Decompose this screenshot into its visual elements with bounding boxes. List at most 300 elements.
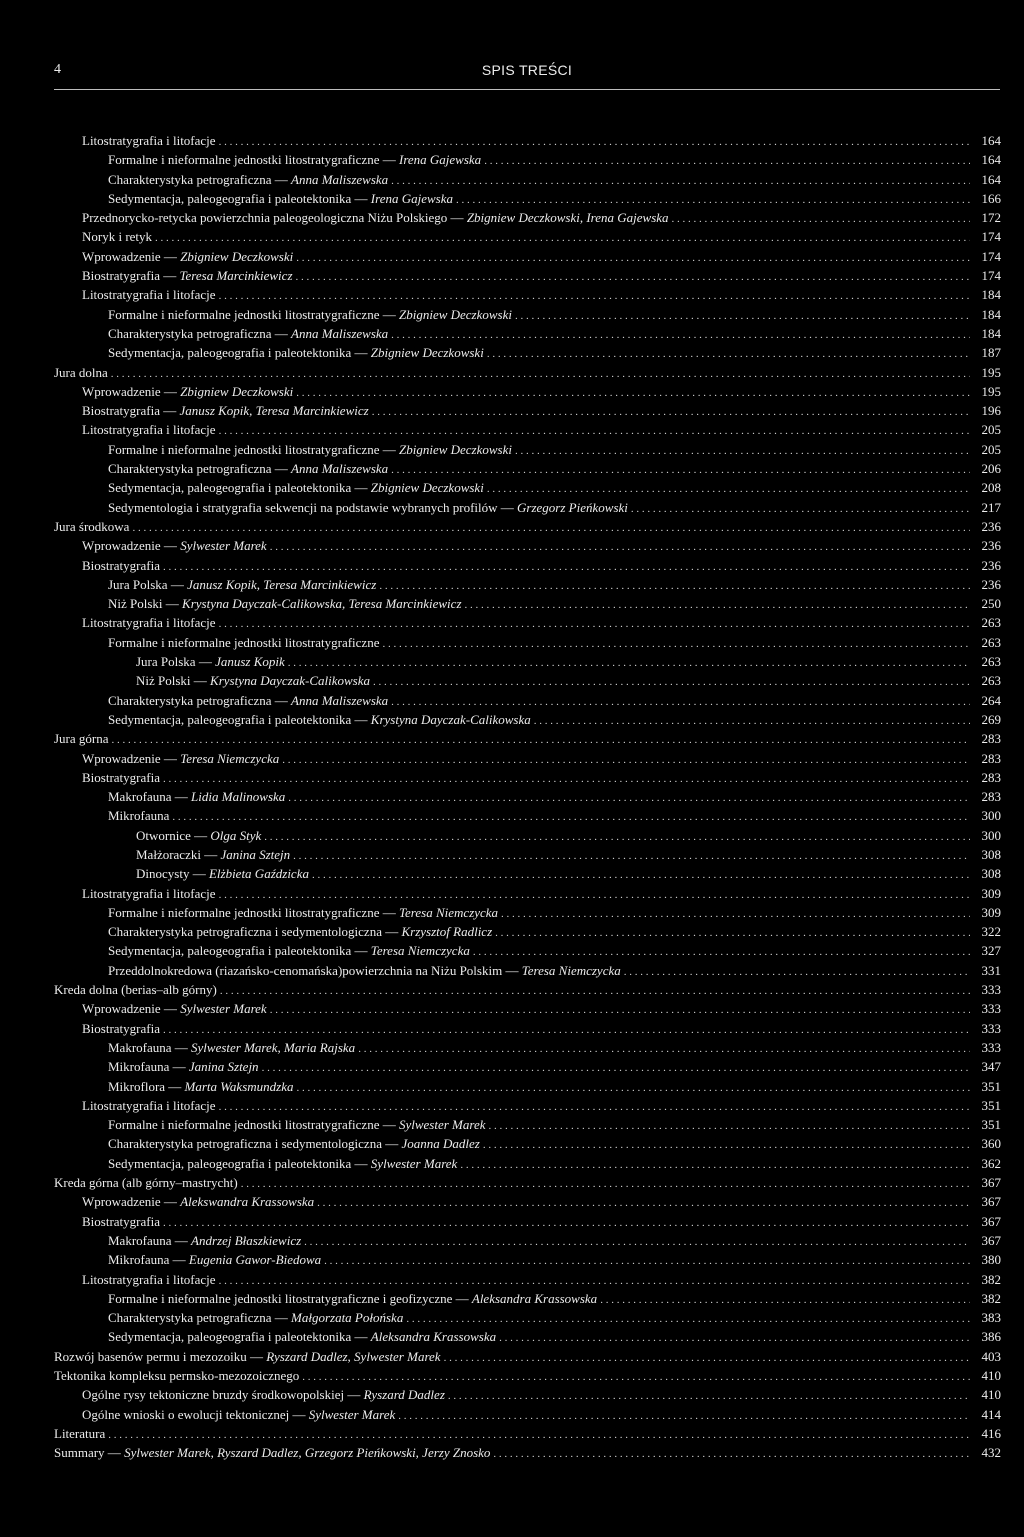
toc-entry-title: Sedymentacja, paleogeografia i paleotektonika —: [108, 1155, 368, 1171]
toc-entry-page: 250: [981, 596, 1001, 612]
toc-entry[interactable]: [54, 227, 1001, 246]
toc-entry-title: Wprowadzenie —: [82, 1001, 177, 1017]
toc-entry-label: [108, 1327, 496, 1346]
toc-entry[interactable]: [54, 1212, 1001, 1231]
toc-entry-page: 184: [981, 287, 1001, 303]
toc-entry-title: Wprowadzenie —: [82, 1194, 177, 1210]
toc-entry-page: 367: [981, 1232, 1001, 1248]
toc-entry-page: 403: [981, 1348, 1001, 1364]
toc-entry-label: [108, 305, 512, 324]
toc-entry-page: 308: [981, 866, 1001, 882]
toc-entry[interactable]: [54, 1405, 1001, 1424]
toc-entry-label: [136, 671, 370, 690]
toc-entry-title: Wprowadzenie —: [82, 750, 177, 766]
toc-entry-label: [54, 1366, 299, 1385]
toc-entry-author: Janina Sztejn: [188, 1059, 259, 1075]
toc-entry-author: Sylwester Marek, Maria Rajska: [191, 1039, 356, 1055]
toc-entry-page: 367: [981, 1175, 1001, 1191]
toc-entry-label: [82, 1096, 216, 1115]
toc-entry-page: 351: [981, 1078, 1001, 1094]
toc-entry[interactable]: [54, 1385, 1001, 1404]
toc-entry[interactable]: [54, 710, 1001, 729]
toc-entry-label: [54, 729, 109, 748]
toc-entry-page: 236: [981, 576, 1001, 592]
toc-entry-author: Joanna Dadlez: [401, 1136, 480, 1152]
toc-entry-title: Jura dolna: [54, 364, 108, 380]
toc-entry-page: 164: [981, 133, 1001, 148]
toc-entry-page: 263: [981, 673, 1001, 689]
toc-entry-label: [108, 710, 531, 729]
toc-entry[interactable]: [54, 729, 1001, 748]
toc-entry-title: Kreda dolna (berias–alb górny): [54, 982, 217, 998]
toc-entry-label: [108, 575, 376, 594]
toc-entry[interactable]: [54, 1347, 1001, 1366]
toc-entry-label: [108, 922, 492, 941]
toc-entry-page: 206: [981, 461, 1001, 477]
toc-entry-page: 367: [981, 1213, 1001, 1229]
toc-entry-page: 331: [981, 962, 1001, 978]
toc-entry-page: 410: [981, 1368, 1001, 1383]
toc-entry-title: Mikrofauna —: [108, 1252, 186, 1268]
page-number: 4: [54, 62, 62, 77]
toc-entry-page: 263: [981, 654, 1001, 670]
toc-entry-label: [108, 903, 498, 922]
toc-entry-title: Biostratygrafia: [82, 557, 160, 573]
toc-entry-title: Jura środkowa: [54, 518, 130, 534]
toc-entry-author: Olga Styk: [210, 827, 262, 843]
toc-entry[interactable]: [54, 749, 1001, 768]
toc-entry-title: Wprowadzenie —: [82, 248, 177, 264]
toc-entry[interactable]: [54, 150, 1001, 169]
toc-entry-author: Irena Gajewska: [398, 152, 482, 168]
toc-entry-title: Makrofauna —: [108, 1039, 188, 1055]
toc-entry-title: Przeddolnokredowa (riazańsko-cenomańska)powierzchnia na Niżu Polskim —: [108, 962, 519, 978]
toc-entry-label: [54, 1443, 490, 1462]
toc-entry[interactable]: [54, 652, 1001, 671]
toc-entry-page: 333: [981, 1039, 1001, 1055]
toc-entry[interactable]: [54, 575, 1001, 594]
toc-entry[interactable]: [54, 941, 1001, 960]
toc-entry[interactable]: [54, 1366, 1001, 1385]
toc-entry-author: Sylwester Marek, Ryszard Dadlez, Grzegorz Pieńkowski, Jerzy Znosko: [124, 1445, 491, 1461]
toc-entry-label: [82, 208, 669, 227]
toc-entry-page: 187: [981, 345, 1001, 361]
toc-entry-page: 300: [981, 827, 1001, 843]
toc-entry[interactable]: [54, 170, 1001, 189]
toc-entry[interactable]: [54, 420, 1001, 439]
toc-entry-page: 263: [981, 615, 1001, 631]
toc-entry-label: [54, 517, 129, 536]
toc-entry-title: Litostratygrafia i litofacje: [82, 615, 216, 631]
toc-entry-title: Charakterystyka petrograficzna i sedymentologiczna —: [108, 1136, 399, 1152]
toc-entry-author: Zbigniew Deczkowski: [180, 383, 294, 399]
toc-entry-title: Litostratygrafia i litofacje: [82, 1271, 216, 1287]
toc-entry[interactable]: [54, 343, 1001, 362]
toc-entry[interactable]: [54, 1154, 1001, 1173]
toc-entry-label: [82, 536, 267, 555]
toc-entry-page: 333: [981, 1020, 1001, 1036]
toc-entry-title: Formalne i nieformalne jednostki litostratygraficzne i geofizyczne —: [108, 1290, 469, 1306]
toc-entry-title: Formalne i nieformalne jednostki litostratygraficzne —: [108, 306, 396, 322]
toc-entry-page: 309: [981, 885, 1001, 901]
toc-entry[interactable]: [54, 401, 1001, 420]
toc-entry[interactable]: [54, 1327, 1001, 1346]
toc-entry-title: Sedymentacja, paleogeografia i paleotektonika —: [108, 345, 368, 361]
toc-entry[interactable]: [54, 806, 1001, 825]
toc-entry-page: 283: [981, 769, 1001, 785]
toc-entry-author: Krzysztof Radlicz: [401, 924, 493, 940]
toc-entry-page: 347: [981, 1059, 1001, 1075]
toc-entry-title: Charakterystyka petrograficzna —: [108, 692, 288, 708]
toc-entry-page: 283: [981, 750, 1001, 766]
toc-entry-title: Biostratygrafia: [82, 769, 160, 785]
toc-entry-label: [82, 420, 216, 439]
toc-entry-label: [108, 1289, 597, 1308]
toc-entry-author: Grzegorz Pieńkowski: [517, 499, 628, 515]
toc-entry-label: [108, 459, 388, 478]
toc-entry-title: Wprowadzenie —: [82, 383, 177, 399]
toc-entry-label: [108, 633, 379, 652]
toc-entry-label: [108, 961, 621, 980]
toc-entry-label: [82, 266, 293, 285]
toc-entry-title: Makrofauna —: [108, 1232, 188, 1248]
toc-entry-author: Zbigniew Deczkowski: [180, 248, 294, 264]
toc-entry-title: Otwornice —: [136, 827, 208, 843]
toc-entry[interactable]: [54, 556, 1001, 575]
toc-entry-label: [108, 1115, 486, 1134]
toc-entry-title: Charakterystyka petrograficzna —: [108, 461, 288, 477]
toc-entry-author: Teresa Niemczycka: [180, 750, 280, 766]
table-of-contents: [54, 131, 1001, 1462]
toc-entry[interactable]: [54, 1443, 1001, 1462]
toc-entry-label: [82, 768, 160, 787]
toc-entry-title: Litostratygrafia i litofacje: [82, 287, 216, 303]
toc-entry-label: [108, 691, 388, 710]
toc-entry[interactable]: [54, 1270, 1001, 1289]
toc-entry-page: 217: [981, 499, 1001, 515]
toc-entry-title: Litostratygrafia i litofacje: [82, 1097, 216, 1113]
toc-entry[interactable]: [54, 903, 1001, 922]
toc-entry[interactable]: [54, 459, 1001, 478]
toc-entry-title: Sedymentologia i stratygrafia sekwencji na podstawie wybranych profilów —: [108, 499, 514, 515]
toc-entry-page: 164: [981, 152, 1001, 168]
toc-entry-page: 333: [981, 1001, 1001, 1017]
toc-entry-author: Elżbieta Gaździcka: [208, 866, 309, 882]
toc-entry-label: [136, 845, 290, 864]
toc-entry-author: Sylwester Marek: [180, 538, 267, 554]
toc-entry-page: 174: [981, 248, 1001, 264]
toc-entry-label: [108, 806, 169, 825]
toc-entry[interactable]: [54, 1115, 1001, 1134]
toc-entry-label: [108, 1134, 480, 1153]
toc-entry-title: Litostratygrafia i litofacje: [82, 885, 216, 901]
toc-entry-title: Mikrofauna —: [108, 1059, 186, 1075]
toc-entry-author: Ryszard Dadlez, Sylwester Marek: [266, 1348, 441, 1364]
toc-entry-author: Sylwester Marek: [180, 1001, 267, 1017]
toc-entry-label: [54, 1347, 441, 1366]
toc-entry-author: Krystyna Dayczak-Calikowska, Teresa Marcinkiewicz: [182, 596, 462, 612]
toc-entry-page: 195: [981, 364, 1001, 380]
toc-entry-title: Charakterystyka petrograficzna i sedymentologiczna —: [108, 924, 399, 940]
toc-entry-title: Sedymentacja, paleogeografia i paleotektonika —: [108, 190, 368, 206]
page-title: SPIS TREŚCI: [481, 62, 573, 78]
toc-entry-author: Aleksandra Krassowska: [370, 1329, 497, 1345]
toc-entry-page: 327: [981, 943, 1001, 959]
toc-entry-label: [108, 150, 481, 169]
toc-entry[interactable]: [54, 884, 1001, 903]
toc-entry-page: 184: [981, 306, 1001, 322]
toc-entry-label: [108, 1057, 259, 1076]
toc-entry-title: Noryk i retyk: [82, 229, 153, 245]
toc-entry-page: 283: [981, 789, 1001, 805]
toc-entry-title: Charakterystyka petrograficzna —: [108, 1310, 288, 1326]
toc-entry-title: Przednorycko-retycka powierzchnia paleogeologiczna Niżu Polskiego —: [82, 210, 464, 226]
toc-entry[interactable]: [54, 633, 1001, 652]
toc-entry-label: [108, 343, 484, 362]
toc-entry-label: [54, 980, 217, 999]
toc-entry-title: Formalne i nieformalne jednostki litostratygraficzne —: [108, 904, 396, 920]
toc-entry-page: 362: [981, 1155, 1001, 1171]
toc-entry-author: Irena Gajewska: [370, 190, 453, 206]
toc-entry-page: 263: [981, 634, 1001, 650]
toc-entry-page: 360: [981, 1136, 1001, 1152]
toc-entry[interactable]: [54, 1308, 1001, 1327]
toc-entry[interactable]: [54, 999, 1001, 1018]
toc-entry-label: [108, 941, 470, 960]
toc-entry-label: [82, 1212, 160, 1231]
toc-entry-author: Sylwester Marek: [370, 1155, 458, 1171]
toc-entry-page: 196: [981, 403, 1001, 419]
toc-entry-page: 236: [981, 557, 1001, 573]
toc-entry[interactable]: [54, 1077, 1001, 1096]
toc-entry-title: Formalne i nieformalne jednostki litostratygraficzne: [108, 634, 380, 650]
toc-entry-title: Wprowadzenie —: [82, 538, 177, 554]
toc-entry[interactable]: [54, 247, 1001, 266]
toc-entry-label: [82, 382, 293, 401]
toc-entry-author: Teresa Niemczycka: [370, 943, 470, 959]
toc-entry-title: Jura Polska —: [108, 576, 184, 592]
toc-entry[interactable]: [54, 305, 1001, 324]
toc-entry-title: Kreda górna (alb górny–mastrycht): [54, 1175, 238, 1191]
toc-entry[interactable]: [54, 961, 1001, 980]
toc-entry-page: 166: [981, 190, 1001, 206]
toc-entry[interactable]: [54, 285, 1001, 304]
toc-entry-author: Janina Sztejn: [220, 846, 291, 862]
toc-entry-author: Zbigniew Deczkowski: [398, 306, 512, 322]
toc-entry-author: Anna Maliszewska: [291, 692, 389, 708]
toc-entry[interactable]: [54, 536, 1001, 555]
toc-entry[interactable]: [54, 1250, 1001, 1269]
toc-entry-author: Krystyna Dayczak-Calikowska: [210, 673, 370, 689]
toc-entry-label: [108, 1250, 321, 1269]
toc-entry-author: Janusz Kopik: [215, 654, 285, 670]
toc-entry-label: [108, 1077, 293, 1096]
toc-entry-page: 164: [981, 171, 1001, 187]
toc-entry-page: 322: [981, 924, 1001, 940]
toc-entry-author: Sylwester Marek: [308, 1406, 396, 1422]
toc-entry-page: 264: [981, 692, 1001, 708]
toc-entry-page: 414: [981, 1406, 1001, 1422]
toc-entry-author: Aleksandra Krassowska: [471, 1290, 598, 1306]
toc-entry-label: [82, 227, 152, 246]
toc-entry-page: 174: [981, 229, 1001, 245]
toc-entry-page: 269: [981, 711, 1001, 727]
toc-entry-label: [82, 131, 216, 150]
toc-entry-label: [108, 1038, 355, 1057]
toc-entry[interactable]: [54, 324, 1001, 343]
toc-entry-author: Anna Maliszewska: [291, 325, 389, 341]
toc-entry[interactable]: [54, 1424, 1001, 1443]
toc-entry-page: 208: [981, 480, 1001, 496]
toc-entry-title: Sedymentacja, paleogeografia i paleotektonika —: [108, 480, 368, 496]
toc-entry[interactable]: [54, 980, 1001, 999]
toc-entry[interactable]: [54, 382, 1001, 401]
toc-entry-title: Biostratygrafia —: [82, 268, 177, 284]
toc-entry-label: [82, 556, 160, 575]
toc-entry-page: 283: [981, 731, 1001, 747]
toc-entry[interactable]: [54, 266, 1001, 285]
toc-entry-page: 309: [981, 904, 1001, 920]
toc-entry-title: Formalne i nieformalne jednostki litostratygraficzne —: [108, 152, 396, 168]
toc-entry[interactable]: [54, 691, 1001, 710]
toc-entry-label: [108, 1154, 457, 1173]
toc-entry-label: [108, 170, 388, 189]
toc-entry-author: Małgorzata Połońska: [291, 1310, 404, 1326]
toc-entry[interactable]: [54, 826, 1001, 845]
toc-entry-page: 351: [981, 1117, 1001, 1133]
toc-entry-title: Dinocysty —: [136, 866, 206, 882]
toc-entry-page: 236: [981, 518, 1001, 534]
toc-entry[interactable]: [54, 845, 1001, 864]
toc-entry-label: [82, 1385, 445, 1404]
toc-entry-title: Charakterystyka petrograficzna —: [108, 325, 288, 341]
toc-entry-title: Tektonika kompleksu permsko-mezozoicznego: [54, 1368, 300, 1383]
toc-entry[interactable]: [54, 1057, 1001, 1076]
toc-entry[interactable]: [54, 363, 1001, 382]
toc-entry[interactable]: [54, 613, 1001, 632]
toc-entry[interactable]: [54, 498, 1001, 517]
toc-entry-title: Makrofauna —: [108, 789, 188, 805]
toc-entry-title: Summary —: [54, 1445, 121, 1461]
toc-entry-label: [54, 363, 108, 382]
toc-entry[interactable]: [54, 1231, 1001, 1250]
toc-entry-author: Zbigniew Deczkowski, Irena Gajewska: [466, 210, 669, 226]
toc-entry[interactable]: [54, 1038, 1001, 1057]
toc-entry-label: [108, 1231, 301, 1250]
toc-entry[interactable]: [54, 768, 1001, 787]
toc-entry-author: Krystyna Dayczak-Calikowska: [370, 711, 531, 727]
toc-entry[interactable]: [54, 1173, 1001, 1192]
toc-entry-page: 195: [981, 383, 1001, 399]
toc-entry-author: Anna Maliszewska: [291, 461, 389, 477]
toc-entry-title: Niż Polski —: [136, 673, 207, 689]
page-header: [54, 62, 1000, 82]
toc-entry[interactable]: [54, 787, 1001, 806]
toc-entry[interactable]: [54, 1289, 1001, 1308]
toc-entry-page: 382: [981, 1271, 1001, 1287]
toc-entry-label: [82, 285, 216, 304]
toc-entry-label: [108, 1308, 403, 1327]
toc-entry[interactable]: [54, 864, 1001, 883]
toc-entry-page: 236: [981, 538, 1001, 554]
toc-entry-page: 300: [981, 808, 1001, 824]
toc-entry-label: [82, 1192, 314, 1211]
toc-entry-page: 382: [981, 1290, 1001, 1306]
toc-entry-title: Rozwój basenów permu i mezozoiku —: [54, 1348, 264, 1364]
toc-entry[interactable]: [54, 478, 1001, 497]
header-rule: [54, 89, 1000, 90]
toc-entry-author: Lidia Malinowska: [191, 789, 286, 805]
toc-entry-label: [108, 594, 462, 613]
toc-entry-page: 410: [981, 1387, 1001, 1403]
toc-entry[interactable]: [54, 440, 1001, 459]
toc-entry-page: 351: [981, 1097, 1001, 1113]
toc-entry-author: Sylwester Marek: [398, 1117, 486, 1133]
toc-entry[interactable]: [54, 131, 1001, 150]
toc-entry-page: 383: [981, 1310, 1001, 1326]
toc-entry-label: [54, 1173, 238, 1192]
toc-entry-title: Biostratygrafia: [82, 1020, 160, 1036]
toc-entry-title: Mikroflora —: [108, 1078, 182, 1094]
toc-entry-label: [108, 498, 628, 517]
toc-entry-title: Sedymentacja, paleogeografia i paleotektonika —: [108, 943, 368, 959]
toc-entry[interactable]: [54, 208, 1001, 227]
toc-entry-page: 174: [981, 268, 1001, 284]
toc-entry-title: Niż Polski —: [108, 596, 179, 612]
toc-entry-author: Anna Maliszewska: [291, 171, 389, 187]
toc-entry-page: 432: [981, 1445, 1001, 1461]
toc-entry[interactable]: [54, 517, 1001, 536]
toc-entry-page: 205: [981, 441, 1001, 457]
toc-entry-author: Marta Waksmundzka: [184, 1078, 294, 1094]
toc-entry[interactable]: [54, 671, 1001, 690]
toc-entry-title: Formalne i nieformalne jednostki litostratygraficzne —: [108, 441, 396, 457]
toc-entry[interactable]: [54, 1192, 1001, 1211]
toc-entry-label: [136, 826, 261, 845]
toc-entry-page: 380: [981, 1252, 1001, 1268]
toc-entry-title: Jura Polska —: [136, 654, 212, 670]
toc-entry-page: 416: [981, 1425, 1001, 1441]
toc-entry-title: Ogólne rysy tektoniczne bruzdy środkowopolskiej —: [82, 1387, 361, 1403]
toc-entry-title: Sedymentacja, paleogeografia i paleotektonika —: [108, 711, 368, 727]
toc-entry-page: 184: [981, 325, 1001, 341]
toc-entry[interactable]: [54, 1019, 1001, 1038]
toc-entry[interactable]: [54, 594, 1001, 613]
toc-entry-label: [108, 440, 512, 459]
toc-entry-author: Janusz Kopik, Teresa Marcinkiewicz: [187, 576, 377, 592]
toc-entry[interactable]: [54, 189, 1001, 208]
toc-entry[interactable]: [54, 922, 1001, 941]
toc-entry-page: 308: [981, 846, 1001, 862]
toc-entry-author: Teresa Niemczycka: [521, 962, 621, 978]
toc-entry-title: Biostratygrafia: [82, 1213, 160, 1229]
toc-entry-author: Zbigniew Deczkowski: [370, 480, 484, 496]
toc-entry-author: Zbigniew Deczkowski: [398, 441, 512, 457]
toc-entry-title: Ogólne wnioski o ewolucji tektonicznej —: [82, 1406, 306, 1422]
toc-entry-label: [82, 999, 267, 1018]
toc-entry-label: [136, 652, 285, 671]
toc-entry-author: Andrzej Błaszkiewicz: [191, 1232, 302, 1248]
toc-entry-page: 172: [981, 210, 1001, 226]
toc-entry-label: [108, 324, 388, 343]
toc-entry-title: Biostratygrafia —: [82, 403, 177, 419]
toc-entry[interactable]: [54, 1134, 1001, 1153]
toc-entry-page: 333: [981, 982, 1001, 998]
toc-entry-author: Teresa Marcinkiewicz: [179, 268, 293, 284]
toc-entry-title: Sedymentacja, paleogeografia i paleotektonika —: [108, 1329, 368, 1345]
toc-entry[interactable]: [54, 1096, 1001, 1115]
dot-leader: [493, 1445, 970, 1464]
